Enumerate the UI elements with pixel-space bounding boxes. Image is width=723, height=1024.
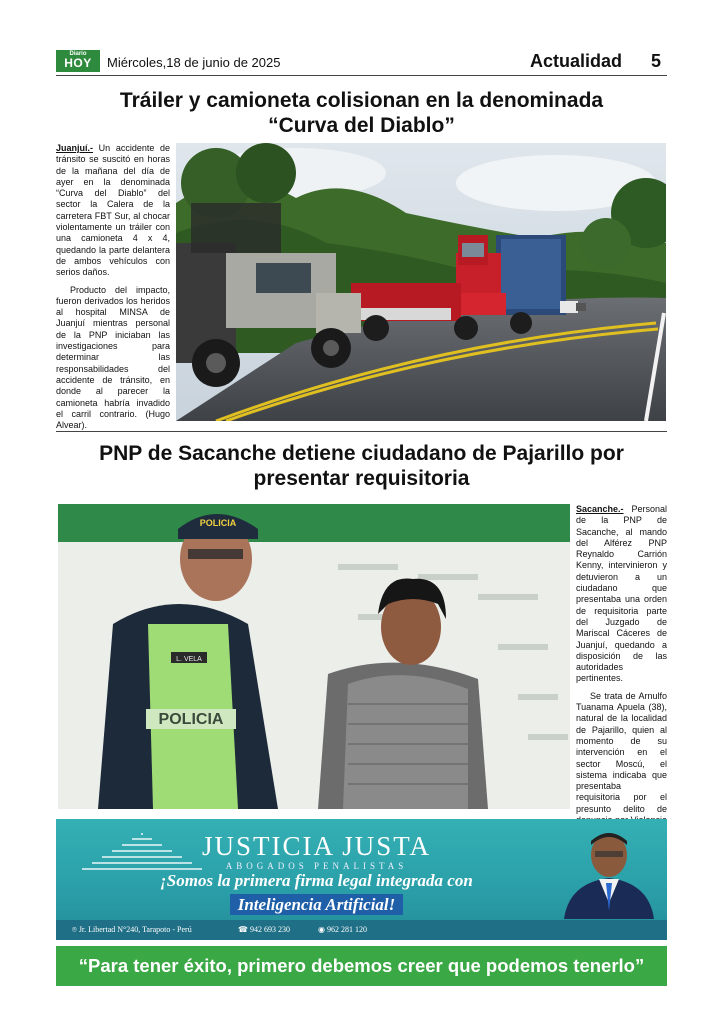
name-badge: L. VELA [176, 656, 202, 663]
phone-icon: ☎ [238, 925, 250, 934]
logo-main-text: HOY [64, 56, 92, 70]
article1-headline-line2: “Curva del Diablo” [268, 114, 455, 137]
article2-dateline: Sacanche.- [576, 504, 624, 514]
ad-slogan-line2: Inteligencia Artificial! [56, 895, 667, 915]
logo-top-text: Diario [69, 51, 87, 57]
collision-scene-illustration [176, 143, 666, 421]
header-rule [56, 75, 667, 76]
ad-address: ⌾ Jr. Libertad N°240, Tarapoto - Perú [72, 925, 192, 934]
article1-dateline: Juanjuí.- [56, 143, 94, 153]
newspaper-logo [56, 50, 100, 72]
ad-phone-2[interactable]: ◉ 962 281 120 [318, 925, 367, 934]
whatsapp-icon: ◉ [318, 925, 327, 934]
article2-headline-line1: PNP de Sacanche detiene ciudadano de Pajarillo por [99, 442, 624, 465]
ad-firm-name: JUSTICIA JUSTA [201, 831, 432, 861]
page-number: 5 [651, 51, 662, 71]
article2-paragraph-1: Sacanche.- Personal de la PNP de Sacanche, al mando del Alférez PNP Reynaldo Carrión Kenny, intervinieron y detuvieron a un ciudadano que presentaba una orden de requisitoria parte del Juzgado de Mariscal Cáceres de Juanjuí, quedando a disposición de las autoridades pertinentes. [576, 504, 667, 684]
article2-headline [56, 441, 667, 491]
article2-paragraph-2: Se trata de Arnulfo Tuanama Apuela (38), natural de la localidad de Pajarillo, quien al momento de su intervención en el sector Moscú, el sistema indicaba que presentaba requisitoria por el presunto delito de [576, 690, 667, 814]
article-divider [56, 431, 667, 432]
article1-paragraph-1: Juanjuí.- Un accidente de tránsito se suscitó en horas de la mañana del día de ayer en la denominada “Curva del Diablo” del sector la Calera de la carretera FBT Sur, al chocar violentamente un tráiler con una camioneta 4 x 4, quedando la parte delantera de ambos vehículos con serios daños. [56, 143, 170, 278]
ad-contact-bar [56, 920, 667, 940]
cap-lettering: POLICIA [199, 518, 237, 528]
issue-date: Miércoles,18 de junio de 2025 [107, 55, 281, 70]
law-firm-advertisement[interactable] [56, 819, 667, 940]
location-pin-icon: ⌾ [72, 925, 79, 934]
police-and-detainee-illustration [58, 504, 570, 809]
article1-paragraph-2: Producto del impacto, fueron derivados los heridos al hospital MINSA de Juanjuí mientras personal de la PNP iniciaban las investigaciones para determinar las responsabilidades del accidente de tránsito, en donde al parecer la camioneta habría invadido el carril contrario. (Hugo Alvear). [56, 284, 170, 431]
vest-lettering: POLICIA [158, 711, 224, 728]
quote-banner: “Para tener éxito, primero debemos creer que podemos tenerlo” [56, 946, 667, 986]
ad-slogan-line1: ¡Somos la primera firma legal integrada con [160, 871, 473, 890]
ad-phone-1[interactable]: ☎ 942 693 230 [238, 925, 290, 934]
lawyer-portrait-illustration [559, 823, 659, 919]
article1-headline [56, 88, 667, 138]
ad-firm-subtitle: ABOGADOS PENALISTAS [225, 861, 408, 871]
detention-photo [58, 504, 570, 809]
lawyer-portrait [559, 823, 659, 919]
article1-body [56, 143, 170, 437]
truck-collision-photo [176, 143, 666, 421]
article2-headline-line2: presentar requisitoria [253, 467, 470, 490]
article1-headline-line1: Tráiler y camioneta colisionan en la denominada [119, 89, 604, 112]
section-title: Actualidad [530, 51, 623, 71]
